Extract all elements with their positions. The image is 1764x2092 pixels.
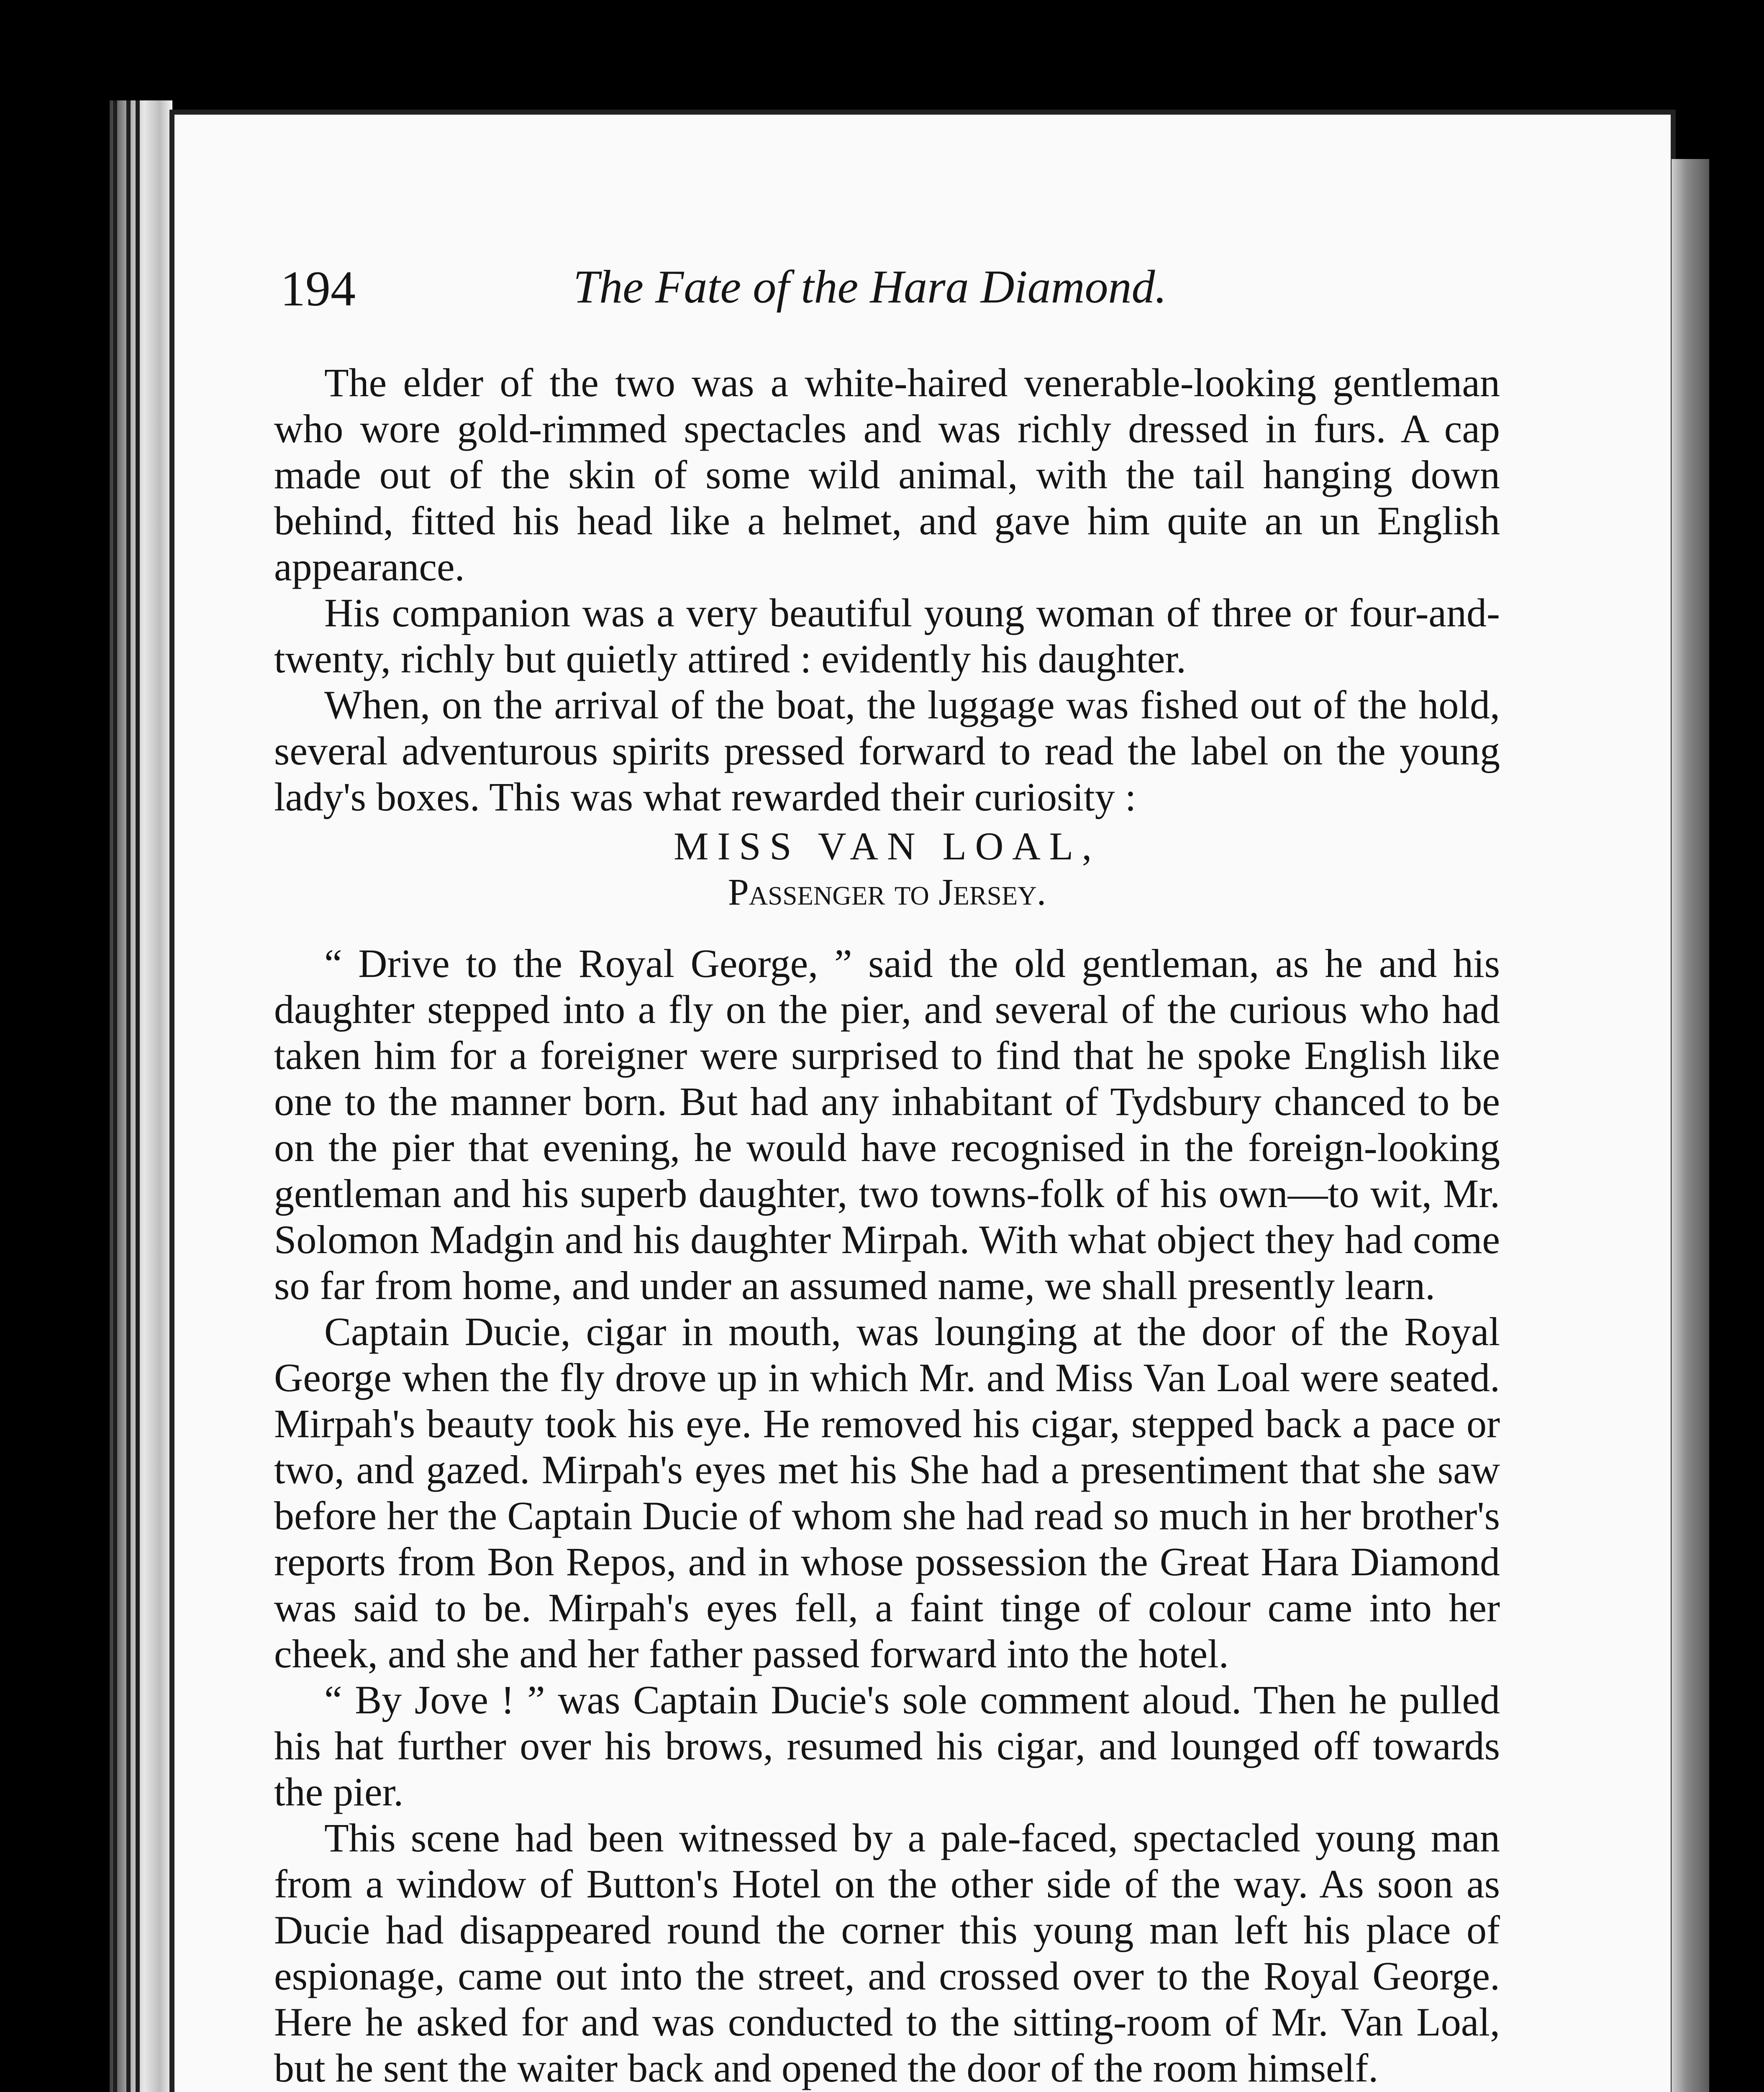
spine-line <box>113 100 117 2092</box>
spine-line <box>136 100 140 2092</box>
body-text <box>274 360 1500 2092</box>
paragraph: “ Drive to the Royal George, ” said the old gentleman, as he and his daughter stepped into a fly on the pier, and several of the curious who had taken him for a foreigner were surprised to find that he spoke English like one to the manner born. But had any inhabitant of Tydsbury chanced to be on the pier that evening, he would have recognised in the foreign-looking gentleman and his superb daughter, two towns-folk of his own—to wit, Mr. Solomon Madgin and his daughter Mirpah. With what object they had come so far from home, and under an assumed name, we shall presently learn. <box>274 941 1500 1308</box>
running-head: The Fate of the Hara Diamond. <box>573 261 1167 313</box>
paragraph: The elder of the two was a white-haired venerable-looking gentleman who wore gold-rimmed spectacles and was richly dressed in furs. A cap made out of the skin of some wild animal, with the tail hanging down behind, fitted his head like a helmet, and gave him quite an un English appearance. <box>274 360 1500 589</box>
spine-line <box>126 100 131 2092</box>
page-number: 194 <box>280 261 356 316</box>
paragraph: Captain Ducie, cigar in mouth, was lounging at the door of the Royal George when the fly drove up in which Mr. and Miss Van Loal were seated. Mirpah's beauty took his eye. He removed his cigar, stepped back a pace or two, and gazed. Mirpah's eyes met his She had a presentiment that she saw before her the Captain Ducie of whom she had read so much in her brother's reports from Bon Repos, and in whose possession the Great Hara Diamond was said to be. Mirpah's eyes fell, a faint tinge of colour came into her cheek, and she and her father passed forward into the hotel. <box>274 1309 1500 1676</box>
paragraph: This scene had been witnessed by a pale-faced, spectacled young man from a window of Button's Hotel on the other side of the way. As soon as Ducie had disappeared round the corner this young man left his place of espionage, came out into the street, and crossed over to the Royal George. Here he asked for and was conducted to the sitting-room of Mr. Van Loal, but he sent the waiter back and opened the door of the room himself. <box>274 1815 1500 2090</box>
page-edge <box>1672 159 1709 2092</box>
paragraph: When, on the arrival of the boat, the luggage was fished out of the hold, several adventurous spirits pressed forward to read the label on the young lady's boxes. This was what rewarded their curiosity : <box>274 682 1500 819</box>
page-header <box>280 261 1515 326</box>
paragraph: His companion was a very beautiful young woman of three or four-and-twenty, richly but quietly attired : evidently his daughter. <box>274 590 1500 681</box>
paragraph: “ By Jove ! ” was Captain Ducie's sole comment aloud. Then he pulled his hat further over his brows, resumed his cigar, and lounged off towards the pier. <box>274 1677 1500 1814</box>
book-spine <box>110 100 172 2092</box>
luggage-label-subtitle: Passenger to Jersey. <box>728 872 1046 913</box>
luggage-label-name: MISS VAN LOAL, <box>674 825 1100 868</box>
